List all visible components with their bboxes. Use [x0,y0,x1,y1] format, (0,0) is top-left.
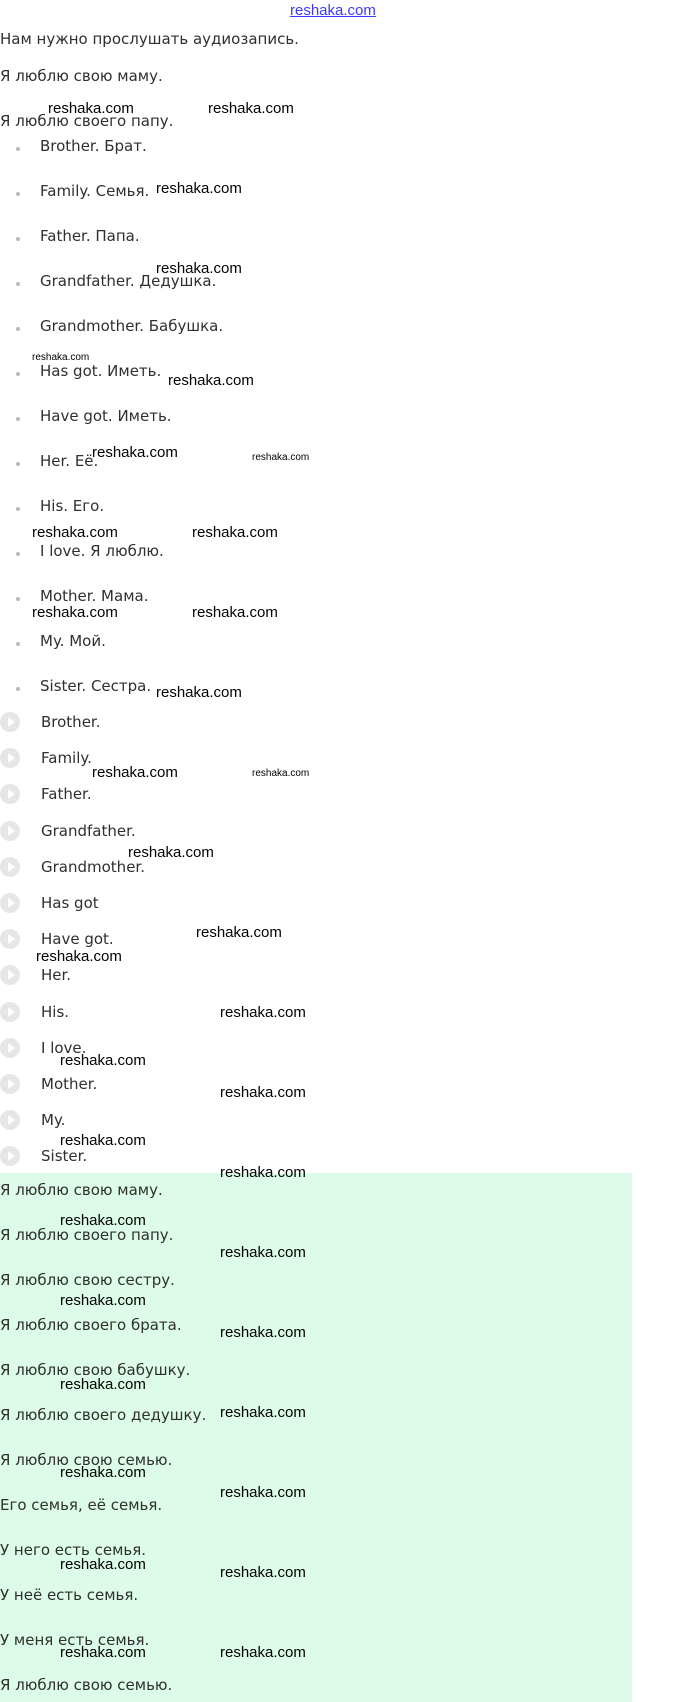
watermark-text: reshaka.com [60,1292,146,1309]
bullet-icon [16,642,20,646]
sentence-line: Я люблю свою семью. [0,1451,173,1469]
play-icon[interactable] [0,784,20,804]
watermark-text: reshaka.com [48,100,134,117]
sentence-line: Я люблю своего брата. [0,1316,182,1334]
vocabulary-item: Grandfather. Дедушка. [40,272,217,290]
sentence-line: Я люблю свою маму. [0,1181,163,1199]
sentence-line: У него есть семья. [0,1541,147,1559]
watermark-text: reshaka.com [128,844,214,861]
watermark-text: reshaka.com [220,1484,306,1501]
vocabulary-item: Has got. Иметь. [40,362,162,380]
watermark-text: reshaka.com [220,1564,306,1581]
vocabulary-item: His. Его. [40,497,105,515]
play-icon[interactable] [0,1002,20,1022]
watermark-text: reshaka.com [192,524,278,541]
bullet-icon [16,507,20,511]
watermark-text: reshaka.com [60,1052,146,1069]
intro-line: Я люблю свою маму. [0,67,163,85]
watermark-text: reshaka.com [32,604,118,621]
sentence-line: У неё есть семья. [0,1586,139,1604]
watermark-text: reshaka.com [220,1244,306,1261]
watermark-text: reshaka.com [252,768,310,779]
sentence-line: Я люблю свою бабушку. [0,1361,191,1379]
sentence-line: Я люблю своего папу. [0,1226,174,1244]
audio-word: Family. [41,749,92,768]
vocabulary-item: I love. Я люблю. [40,542,164,560]
bullet-icon [16,327,20,331]
play-icon[interactable] [0,1038,20,1058]
bullet-icon [16,417,20,421]
sentence-line: Я люблю своего дедушку. [0,1406,207,1424]
sentence-line: Я люблю свою семью. [0,1676,173,1694]
play-icon[interactable] [0,1110,20,1130]
play-icon[interactable] [0,857,20,877]
play-icon[interactable] [0,1146,20,1166]
audio-word: Grandfather. [41,821,136,840]
bullet-icon [16,147,20,151]
bullet-icon [16,597,20,601]
audio-word: I love. [41,1038,87,1057]
watermark-text: reshaka.com [60,1212,146,1229]
watermark-text: reshaka.com [156,260,242,277]
audio-word: Grandmother. [41,857,145,876]
audio-word: Brother. [41,713,101,731]
sentence-line: Я люблю свою сестру. [0,1271,175,1289]
watermark-text: reshaka.com [220,1324,306,1341]
watermark-text: reshaka.com [156,180,242,197]
audio-word: His. [41,1002,70,1021]
sentences-panel [0,1173,632,1702]
vocabulary-item: Brother. Брат. [40,137,147,155]
vocabulary-item: Grandmother. Бабушка. [40,317,224,335]
bullet-icon [16,372,20,376]
watermark-text: reshaka.com [220,1004,306,1021]
sentence-line: У меня есть семья. [0,1631,150,1649]
bullet-icon [16,552,20,556]
play-icon[interactable] [0,748,20,768]
intro-line: Я люблю своего папу. [0,112,174,130]
audio-word: My. [41,1111,66,1130]
play-icon[interactable] [0,965,20,985]
watermark-text: reshaka.com [92,764,178,781]
play-icon[interactable] [0,1074,20,1094]
audio-word: Mother. [41,1075,98,1093]
audio-word: Her. [41,966,72,985]
watermark-text: reshaka.com [92,444,178,461]
bullet-icon [16,237,20,241]
watermark-text: reshaka.com [60,1464,146,1481]
watermark-text: reshaka.com [60,1376,146,1393]
vocabulary-item: Mother. Мама. [40,587,149,605]
watermark-text: reshaka.com [192,604,278,621]
audio-word: Have got. [41,930,114,949]
bullet-icon [16,462,20,466]
vocabulary-item: Family. Семья. [40,182,150,200]
watermark-text: reshaka.com [196,924,282,941]
audio-word: Sister. [41,1147,88,1166]
watermark-text: reshaka.com [60,1556,146,1573]
vocabulary-item: Father. Папа. [40,227,140,245]
watermark-text: reshaka.com [220,1404,306,1421]
watermark-text: reshaka.com [60,1644,146,1661]
watermark-text: reshaka.com [60,1132,146,1149]
play-icon[interactable] [0,893,20,913]
play-icon[interactable] [0,929,20,949]
audio-word: Has got [41,894,99,912]
watermark-text: reshaka.com [168,372,254,389]
watermark-text: reshaka.com [36,948,122,965]
bullet-icon [16,687,20,691]
sentence-line: Его семья, её семья. [0,1496,163,1514]
vocabulary-item: Sister. Сестра. [40,677,152,695]
audio-word: Father. [41,785,92,804]
watermark-text: reshaka.com [208,100,294,117]
watermark-text: reshaka.com [220,1084,306,1101]
watermark-text: reshaka.com [220,1164,306,1181]
watermark-text: reshaka.com [156,684,242,701]
vocabulary-item: Have got. Иметь. [40,407,172,425]
bullet-icon [16,282,20,286]
vocabulary-item: Her. Её. [40,452,99,470]
watermark-text: reshaka.com [32,352,90,363]
watermark-text: reshaka.com [252,452,310,463]
watermark-text: reshaka.com [220,1644,306,1661]
play-icon[interactable] [0,712,20,732]
site-link[interactable]: reshaka.com [290,2,376,19]
vocabulary-item: My. Мой. [40,632,106,650]
task-text: Нам нужно прослушать аудиозапись. [0,30,299,48]
watermark-text: reshaka.com [32,524,118,541]
bullet-icon [16,192,20,196]
play-icon[interactable] [0,821,20,841]
